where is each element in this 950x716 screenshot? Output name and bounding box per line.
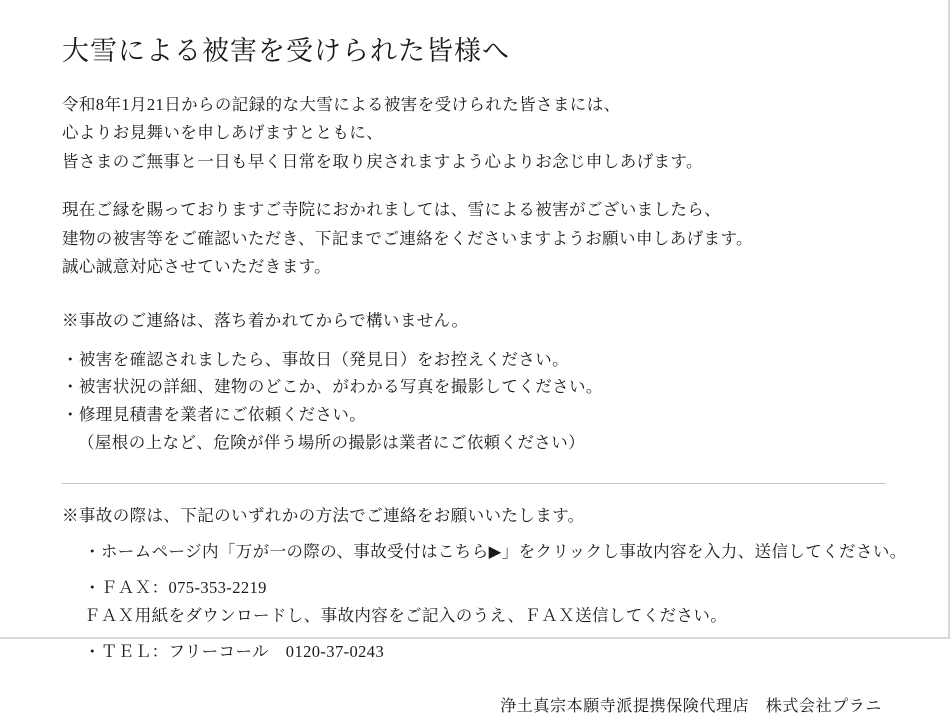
paragraph-line: 心よりお見舞いを申しあげますとともに、	[62, 123, 384, 143]
page-title: 大雪による被害を受けられた皆様へ	[62, 36, 510, 66]
list-item: ・修理見積書を業者にご依頼ください。	[62, 405, 367, 425]
contact-method-fax: ・ＦＡＸ：075-353-2219	[84, 578, 267, 598]
contact-method-fax-detail: ＦＡＸ用紙をダウンロードし、事故内容をご記入のうえ、ＦＡＸ送信してください。	[84, 605, 728, 625]
spacer	[62, 529, 886, 538]
spacer	[62, 565, 886, 574]
note-line: ※事故のご連絡は、落ち着かれてからで構いません。	[62, 311, 469, 331]
spacer	[62, 629, 886, 638]
list-item: ・被害状況の詳細、建物のどこか、がわかる写真を撮影してください。	[62, 377, 603, 397]
paragraph-request	[62, 196, 886, 281]
paragraph-line: 誠心誠意対応させていただきます。	[62, 256, 332, 276]
signature: 浄土真宗本願寺派提携保険代理店 株式会社プラニ	[500, 698, 882, 716]
paragraph-line: 令和8年1月21日からの記録的な大雪による被害を受けられた皆さまには、	[62, 95, 621, 115]
paragraph-condolence	[62, 91, 886, 176]
instruction-list	[62, 346, 886, 457]
contact-heading: ※事故の際は、下記のいずれかの方法でご連絡をお願いいたします。	[62, 505, 585, 525]
section-divider	[62, 483, 886, 484]
note-timing	[62, 307, 886, 335]
paragraph-line: 皆さまのご無事と一日も早く日常を取り戻されますよう心よりお念じ申しあげます。	[62, 151, 703, 171]
contact-method-web: ・ホームページ内「万が一の際の、事故受付はこちら▶」をクリックし事故内容を入力、送信してください。	[84, 541, 907, 561]
list-item-sub: （屋根の上など、危険が伴う場所の撮影は業者にご依頼ください）	[78, 432, 585, 452]
spacer	[62, 176, 886, 196]
paragraph-line: 建物の被害等をご確認いただき、下記までご連絡をくださいますようお願い申しあげます。	[62, 228, 753, 248]
list-item: ・被害を確認されましたら、事故日（発見日）をお控えください。	[62, 349, 569, 369]
contact-method-tel: ・ＴＥＬ：フリーコール 0120-37-0243	[84, 642, 385, 662]
contact-section	[62, 502, 907, 666]
paragraph-line: 現在ご縁を賜っておりますご寺院におかれましては、雪による被害がございましたら、	[62, 200, 722, 220]
